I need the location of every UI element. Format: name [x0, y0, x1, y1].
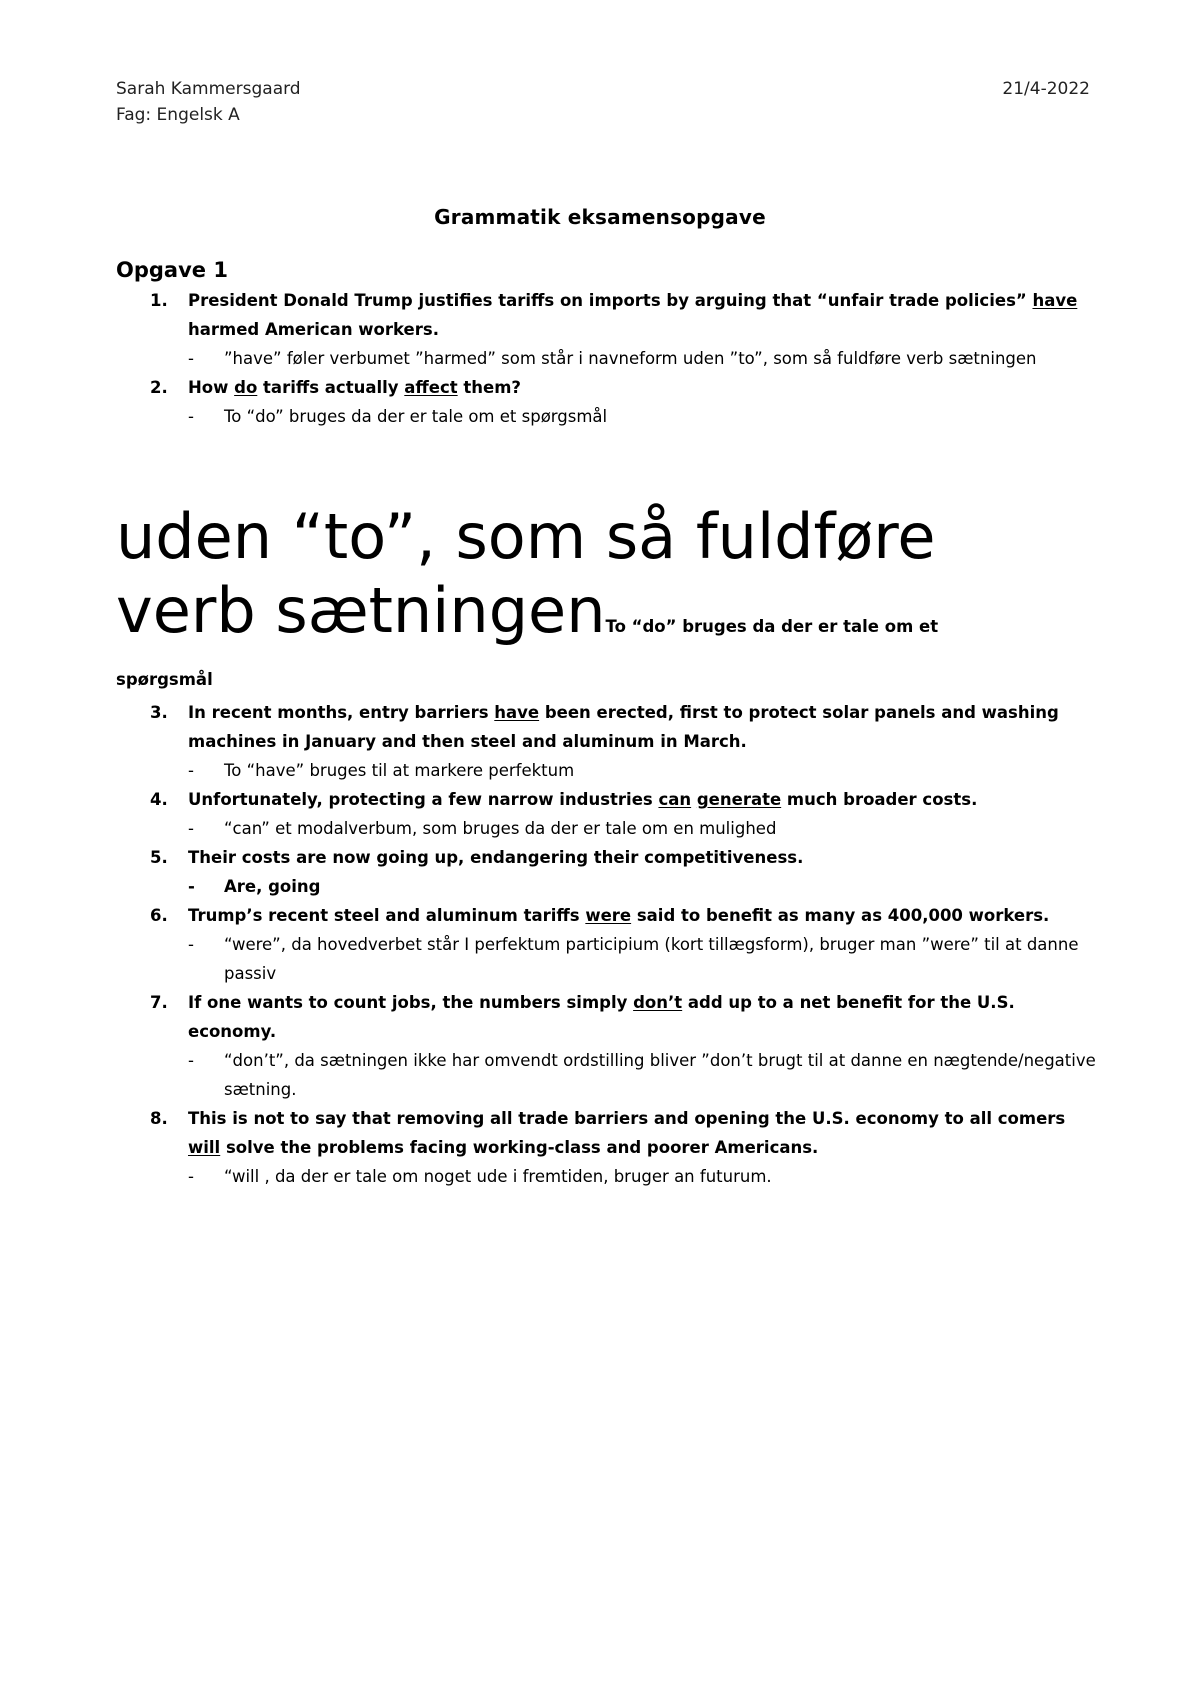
underlined-verb: affect — [404, 378, 458, 397]
list-item-2: 2. How do tariffs actually affect them? — [116, 373, 1100, 402]
item-number: 8. — [150, 1109, 168, 1128]
list-item-6: 6. Trump’s recent steel and aluminum tariffs were said to benefit as many as 400,000 workers. — [116, 901, 1100, 930]
page-title: Grammatik eksamensopgave — [434, 205, 766, 229]
underlined-verb: do — [234, 378, 258, 397]
item-number: 4. — [150, 790, 168, 809]
item-note-6: - “were”, da hovedverbet står I perfektum participium (kort tillægsform), bruger man ”were” til at danne passiv — [116, 930, 1100, 988]
item-number: 7. — [150, 993, 168, 1012]
item-note-4: - “can” et modalverbum, som bruges da der er tale om en mulighed — [116, 814, 1100, 843]
dash-bullet: - — [188, 877, 195, 896]
list-item-5: 5. Their costs are now going up, endangering their competitiveness. — [116, 843, 1100, 872]
oversized-pasted-text — [116, 500, 1116, 648]
small-tail-text: To “do” bruges da der er tale om et — [605, 617, 939, 636]
exercise-list-top — [116, 286, 1100, 431]
dash-bullet: - — [188, 935, 194, 954]
dash-bullet: - — [188, 407, 194, 426]
item-note-3: - To “have” bruges til at markere perfektum — [116, 756, 1100, 785]
list-item-1: 1. President Donald Trump justifies tariffs on imports by arguing that “unfair trade policies” have harmed American workers. — [116, 286, 1100, 344]
author-name: Sarah Kammersgaard — [116, 79, 301, 99]
dash-bullet: - — [188, 349, 194, 368]
big-line-2: verb sætningenTo “do” bruges da der er tale om et — [116, 574, 939, 647]
item-note-2: - To “do” bruges da der er tale om et spørgsmål — [116, 402, 1100, 431]
item-number: 6. — [150, 906, 168, 925]
dash-bullet: - — [188, 1051, 194, 1070]
list-item-3: 3. In recent months, entry barriers have been erected, first to protect solar panels and washing machines in January and then steel and aluminum in March. — [116, 698, 1100, 756]
list-item-7: 7. If one wants to count jobs, the numbers simply don’t add up to a net benefit for the U.S. economy. — [116, 988, 1100, 1046]
underlined-verb: can — [658, 790, 692, 809]
item-number: 1. — [150, 291, 168, 310]
document-date: 21/4-2022 — [1002, 79, 1090, 99]
item-note-5: - Are, going — [116, 872, 1100, 901]
item-number: 2. — [150, 378, 168, 397]
underlined-verb: have — [494, 703, 540, 722]
item-note-8: - “will , da der er tale om noget ude i fremtiden, bruger an futurum. — [116, 1162, 1100, 1191]
big-line-1: uden “to”, som så fuldføre — [116, 500, 936, 573]
dash-bullet: - — [188, 1167, 194, 1186]
list-item-4: 4. Unfortunately, protecting a few narrow industries can generate much broader costs. — [116, 785, 1100, 814]
underlined-verb: have — [1032, 291, 1078, 310]
underlined-verb: generate — [696, 790, 782, 809]
dash-bullet: - — [188, 761, 194, 780]
item-note-7: - “don’t”, da sætningen ikke har omvendt ordstilling bliver ”don’t brugt til at danne en nægtende/negative sætning. — [116, 1046, 1100, 1104]
underlined-verb: will — [188, 1138, 221, 1157]
item-number: 5. — [150, 848, 168, 867]
small-tail-continuation: spørgsmål — [116, 670, 213, 689]
subject-line: Fag: Engelsk A — [116, 105, 240, 125]
dash-bullet: - — [188, 819, 194, 838]
underlined-verb: don’t — [633, 993, 683, 1012]
item-note-1: - ”have” føler verbumet ”harmed” som står i navneform uden ”to”, som så fuldføre verb sætningen — [116, 344, 1100, 373]
item-number: 3. — [150, 703, 168, 722]
section-heading: Opgave 1 — [116, 258, 228, 282]
header-left — [116, 76, 301, 128]
underlined-verb: were — [585, 906, 632, 925]
exercise-list-bottom — [116, 698, 1100, 1191]
list-item-8: 8. This is not to say that removing all trade barriers and opening the U.S. economy to all comers will solve the problems facing working-class and poorer Americans. — [116, 1104, 1100, 1162]
